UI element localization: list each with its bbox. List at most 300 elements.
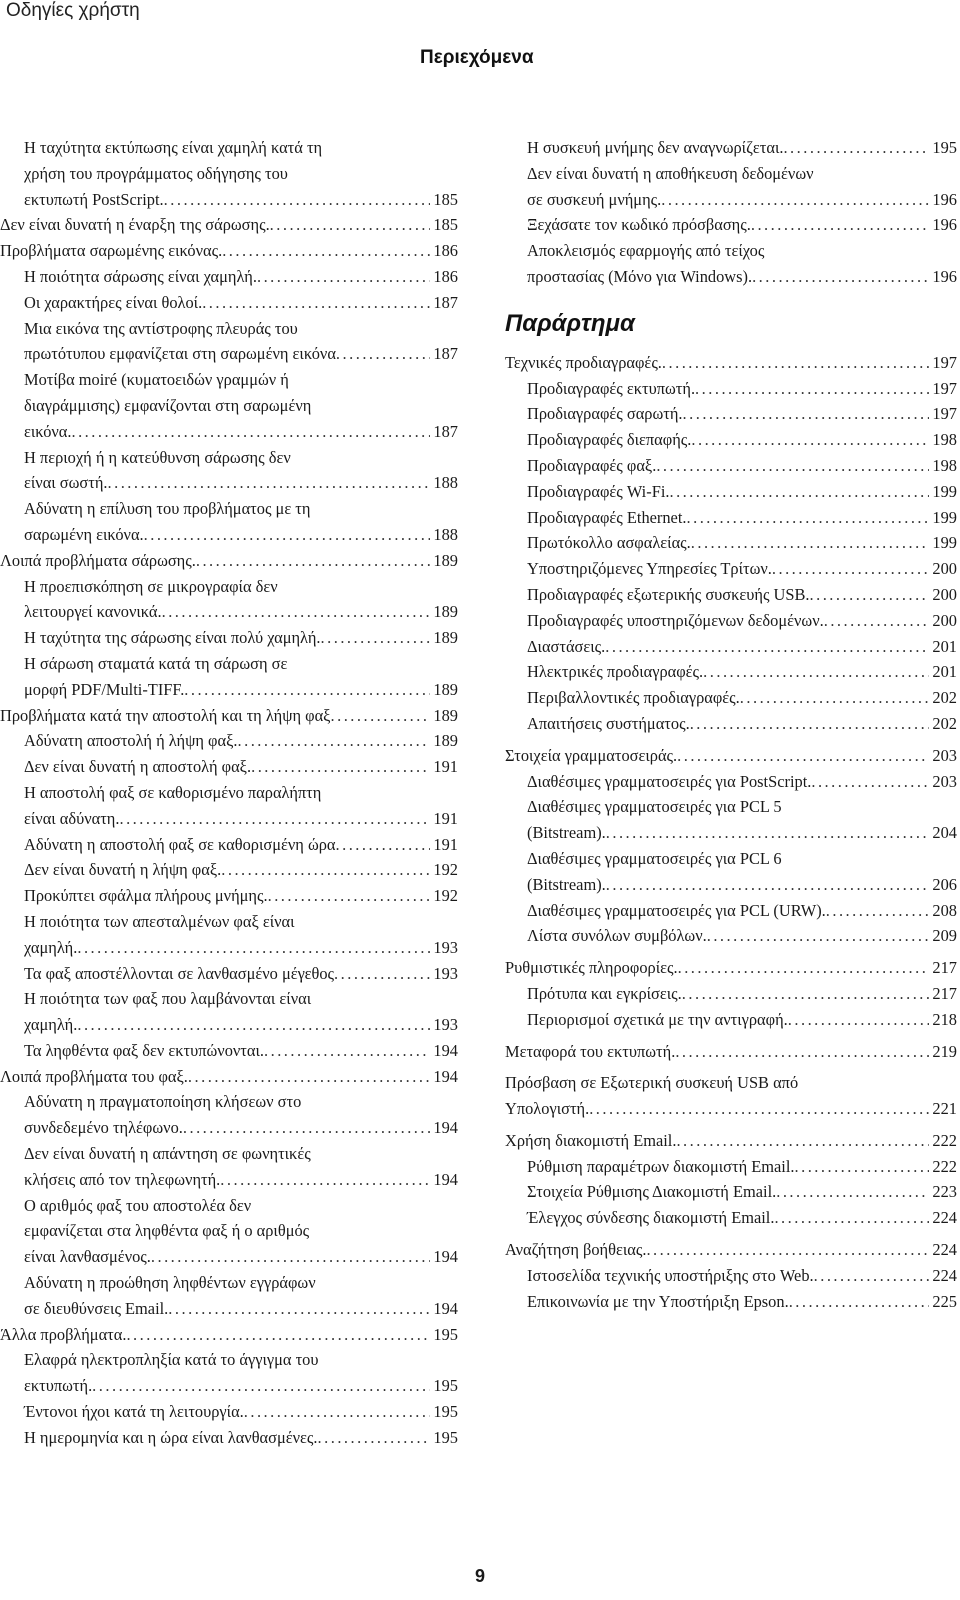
toc-page-number: 200	[932, 584, 957, 604]
dot-leader	[687, 505, 930, 531]
toc-entry[interactable]	[505, 427, 957, 453]
dot-leader	[788, 1007, 930, 1033]
toc-entry-text: Η ταχύτητα εκτύπωσης είναι χαμηλή κατά τη	[24, 138, 323, 157]
toc-page-number: 225	[932, 1291, 957, 1311]
toc-page-number: 208	[932, 900, 957, 920]
toc-entry[interactable]	[505, 743, 957, 769]
toc-entry[interactable]	[505, 505, 957, 531]
toc-entry[interactable]	[0, 238, 458, 264]
toc-page-number: 195	[433, 1402, 458, 1422]
dot-leader	[814, 1263, 930, 1289]
toc-entry-text: Ρυθμιστικές πληροφορίες.	[505, 958, 678, 978]
toc-page-number: 193	[433, 1015, 458, 1035]
toc-page-number: 194	[433, 1298, 458, 1318]
dot-leader	[656, 453, 929, 479]
toc-entry[interactable]	[505, 556, 957, 582]
toc-entry[interactable]	[505, 376, 957, 402]
toc-entry-last-line	[24, 883, 458, 909]
toc-entry-last-line	[527, 1007, 957, 1033]
toc-entry[interactable]	[505, 634, 957, 660]
toc-entry-text: Έλεγχος σύνδεσης διακομιστή Email.	[527, 1208, 775, 1228]
toc-entry[interactable]	[505, 659, 957, 685]
toc-entry[interactable]	[505, 453, 957, 479]
toc-entry[interactable]	[505, 238, 957, 290]
toc-entry-text: Δεν είναι δυνατή η λήψη φαξ.	[24, 860, 222, 880]
toc-entry[interactable]	[505, 401, 957, 427]
toc-entry-last-line	[527, 505, 957, 531]
toc-entry-text: Μεταφορά του εκτυπωτή.	[505, 1041, 676, 1061]
toc-entry[interactable]	[0, 961, 458, 987]
dot-leader	[77, 1012, 430, 1038]
toc-entry[interactable]	[0, 651, 458, 703]
dot-leader	[144, 522, 431, 548]
dot-leader	[92, 1373, 430, 1399]
toc-entry-last-line	[24, 1115, 458, 1141]
toc-entry[interactable]	[505, 135, 957, 161]
dot-leader	[695, 376, 929, 402]
toc-entry-text: Πρωτόκολλο ασφαλείας.	[527, 533, 691, 553]
toc-entry[interactable]	[505, 1179, 957, 1205]
toc-entry[interactable]	[0, 857, 458, 883]
toc-entry[interactable]	[505, 161, 957, 213]
toc-entry-last-line	[24, 832, 458, 858]
toc-entry[interactable]	[505, 1039, 957, 1065]
toc-page-number: 189	[433, 602, 458, 622]
toc-entry-last-line	[505, 1128, 957, 1154]
toc-entry[interactable]	[0, 264, 458, 290]
toc-entry-last-line	[527, 582, 957, 608]
toc-page-number: 189	[433, 628, 458, 648]
toc-entry-text: Τεχνικές προδιαγραφές.	[505, 352, 662, 372]
toc-entry[interactable]	[505, 685, 957, 711]
dot-leader	[251, 754, 430, 780]
toc-entry-last-line	[505, 1039, 957, 1065]
toc-page-number: 224	[932, 1208, 957, 1228]
toc-entry-text: Ηλεκτρικές προδιαγραφές.	[527, 662, 704, 682]
toc-entry-last-line	[24, 728, 458, 754]
toc-entry-last-line	[527, 685, 957, 711]
toc-entry[interactable]	[0, 135, 458, 212]
toc-page-number: 197	[932, 378, 957, 398]
toc-page-number: 219	[932, 1041, 957, 1061]
toc-page-number: 196	[932, 189, 957, 209]
toc-entry-last-line	[24, 754, 458, 780]
toc-entry-text: είναι σωστή.	[24, 473, 108, 493]
toc-page-number: 217	[932, 983, 957, 1003]
toc-entry-text: Περιορισμοί σχετικά με την αντιγραφή.	[527, 1009, 788, 1029]
toc-page-number: 218	[932, 1009, 957, 1029]
dot-leader	[151, 1244, 431, 1270]
toc-entry-last-line	[24, 470, 458, 496]
toc-entry-text: Η ποιότητα των απεσταλμένων φαξ είναι	[24, 911, 295, 931]
toc-page-number: 194	[433, 1247, 458, 1267]
toc-entry[interactable]	[0, 1270, 458, 1322]
toc-entry[interactable]	[505, 1007, 957, 1033]
toc-page-number: 224	[932, 1240, 957, 1260]
toc-entry[interactable]	[0, 1399, 458, 1425]
toc-entry-last-line	[24, 341, 458, 367]
dot-leader	[222, 238, 430, 264]
toc-entry-last-line	[527, 401, 957, 427]
toc-entry-last-line	[527, 264, 957, 290]
dot-leader	[331, 703, 431, 729]
toc-page-number: 200	[932, 610, 957, 630]
toc-entry[interactable]	[505, 1263, 957, 1289]
dot-leader	[690, 711, 930, 737]
toc-entry-text: Προδιαγραφές εκτυπωτή.	[527, 378, 696, 398]
toc-entry-text: Αδύνατη η προώθηση ληφθέντων εγγράφων	[24, 1273, 316, 1293]
toc-entry-last-line	[24, 522, 458, 548]
dot-leader	[238, 728, 431, 754]
toc-entry-text: σε διευθύνσεις Email.	[24, 1298, 169, 1318]
toc-entry-text: σαρωμένη εικόνα.	[24, 524, 144, 544]
toc-entry-last-line	[527, 530, 957, 556]
dot-leader	[789, 1289, 930, 1315]
toc-page-number: 209	[932, 926, 957, 946]
dot-leader	[334, 961, 430, 987]
toc-entry-text: Ιστοσελίδα τεχνικής υποστήριξης στο Web.	[527, 1265, 814, 1285]
toc-page-number: 189	[433, 731, 458, 751]
toc-entry-last-line	[527, 608, 957, 634]
toc-entry-text: Προδιαγραφές υποστηριζόμενων δεδομένων.	[527, 610, 824, 630]
dot-leader	[810, 582, 930, 608]
toc-entry[interactable]	[0, 625, 458, 651]
toc-entry-last-line	[505, 1237, 957, 1263]
toc-entry-last-line	[527, 1154, 957, 1180]
toc-entry[interactable]	[505, 955, 957, 981]
toc-entry-last-line	[505, 743, 957, 769]
toc-entry-text: Διαστάσεις.	[527, 636, 606, 656]
toc-entry[interactable]	[0, 1141, 458, 1193]
toc-entry-text: Η ημερομηνία και η ώρα είναι λανθασμένες.	[24, 1427, 318, 1447]
toc-entry-last-line	[0, 1064, 458, 1090]
dot-leader	[164, 187, 431, 213]
dot-leader	[776, 1179, 929, 1205]
toc-entry-last-line	[0, 703, 458, 729]
toc-entry-text: Έντονοι ήχοι κατά τη λειτουργία.	[24, 1402, 244, 1422]
toc-entry[interactable]	[505, 1237, 957, 1263]
toc-page-number: 198	[932, 455, 957, 475]
dot-leader	[676, 1128, 929, 1154]
toc-entry-text: Προβλήματα σαρωμένης εικόνας.	[0, 241, 223, 261]
toc-entry-text: Λίστα συνόλων συμβόλων.	[527, 926, 707, 946]
toc-entry-text: Η συσκευή μνήμης δεν αναγνωρίζεται.	[527, 138, 784, 157]
toc-entry-text: Προκύπτει σφάλμα πλήρους μνήμης.	[24, 886, 268, 906]
toc-entry[interactable]	[0, 574, 458, 626]
toc-entry[interactable]	[0, 1038, 458, 1064]
toc-entry-last-line	[527, 659, 957, 685]
toc-entry[interactable]	[505, 1154, 957, 1180]
toc-page-number: 202	[932, 688, 957, 708]
dot-leader	[162, 599, 431, 625]
toc-entry-text: διαγράμμισης) εμφανίζονται στη σαρωμένη	[24, 395, 312, 415]
toc-page-number: 185	[433, 215, 458, 235]
toc-entry[interactable]	[505, 981, 957, 1007]
toc-entry-last-line	[24, 1012, 458, 1038]
toc-page-number: 194	[433, 1066, 458, 1086]
toc-entry-text: είναι λανθασμένος.	[24, 1247, 151, 1267]
dot-leader	[677, 743, 929, 769]
toc-page-number: 192	[433, 860, 458, 880]
toc-entry-text: Επικοινωνία με την Υποστήριξη Epson.	[527, 1291, 789, 1311]
dot-leader	[605, 634, 929, 660]
toc-entry-text: Προδιαγραφές εξωτερικής συσκευής USB.	[527, 584, 810, 604]
toc-entry-text: Δεν είναι δυνατή η αποστολή φαξ.	[24, 757, 252, 777]
dot-leader	[740, 685, 930, 711]
toc-entry-text: Στοιχεία Ρύθμισης Διακομιστή Email.	[527, 1182, 777, 1202]
toc-entry-text: Η αποστολή φαξ σε καθορισμένο παραλήπτη	[24, 782, 322, 802]
toc-entry[interactable]	[0, 754, 458, 780]
toc-entry[interactable]	[0, 909, 458, 961]
toc-page-number: 217	[932, 958, 957, 978]
dot-leader	[119, 806, 430, 832]
toc-entry-text: Χρήση διακομιστή Email.	[505, 1130, 677, 1150]
toc-entry-text: Περιβαλλοντικές προδιαγραφές.	[527, 688, 740, 708]
toc-page-number: 189	[433, 679, 458, 699]
toc-entry[interactable]	[505, 1070, 957, 1122]
toc-page-number: 223	[932, 1182, 957, 1202]
toc-entry-last-line	[24, 625, 458, 651]
toc-entry-text: Ελαφρά ηλεκτροπληξία κατά το άγγιγμα του	[24, 1350, 319, 1370]
dot-leader	[606, 872, 930, 898]
toc-entry-text: Προδιαγραφές φαξ.	[527, 455, 657, 475]
toc-entry-text: πρωτότυπου εμφανίζεται στη σαρωμένη εικόνα	[24, 344, 336, 364]
toc-entry[interactable]	[0, 1064, 458, 1090]
toc-entry-text: συνδεδεμένο τηλέφωνο.	[24, 1118, 183, 1138]
toc-entry-text: Μια εικόνα της αντίστροφης πλευράς του	[24, 318, 298, 338]
dot-leader	[264, 1038, 430, 1064]
toc-page-number: 199	[932, 533, 957, 553]
dot-leader	[321, 625, 431, 651]
toc-entry[interactable]	[0, 212, 458, 238]
toc-entry[interactable]	[0, 703, 458, 729]
toc-entry[interactable]	[505, 898, 957, 924]
toc-entry-text: Λοιπά προβλήματα σάρωσης.	[0, 550, 196, 570]
toc-entry-last-line	[527, 1205, 957, 1231]
toc-right-bottom	[505, 350, 957, 1315]
toc-entry-last-line	[527, 453, 957, 479]
toc-entry[interactable]	[0, 1089, 458, 1141]
dot-leader	[751, 212, 930, 238]
toc-entry-last-line	[527, 711, 957, 737]
toc-entry[interactable]	[505, 479, 957, 505]
toc-entry-text: χαμηλή.	[24, 937, 78, 957]
toc-entry-text: Υποστηριζόμενες Υπηρεσίες Τρίτων.	[527, 559, 772, 579]
toc-entry-text: Ξεχάσατε τον κωδικό πρόσβασης.	[527, 215, 751, 235]
toc-entry-text: Η ποιότητα σάρωσης είναι χαμηλή.	[24, 266, 257, 286]
toc-entry-last-line	[24, 1425, 458, 1451]
toc-entry-text: Δεν είναι δυνατή η έναρξη της σάρωσης.	[0, 215, 270, 235]
toc-entry-last-line	[24, 857, 458, 883]
page-number: 9	[474, 1566, 485, 1586]
toc-entry[interactable]	[505, 1128, 957, 1154]
toc-entry[interactable]	[0, 316, 458, 368]
dot-leader	[826, 898, 930, 924]
toc-entry[interactable]	[0, 780, 458, 832]
dot-leader	[77, 935, 430, 961]
toc-entry-last-line	[24, 290, 458, 316]
toc-entry-text: Διαθέσιμες γραμματοσειρές για PostScript.	[527, 771, 812, 791]
toc-page-number: 201	[932, 636, 957, 656]
toc-entry[interactable]	[0, 832, 458, 858]
toc-entry[interactable]	[0, 548, 458, 574]
toc-entry[interactable]	[505, 846, 957, 898]
toc-entry[interactable]	[505, 608, 957, 634]
toc-entry[interactable]	[0, 1193, 458, 1270]
toc-entry-text: Αποκλεισμός εφαρμογής από τείχος	[527, 241, 765, 261]
toc-page-number: 188	[433, 524, 458, 544]
toc-entry-text: είναι αδύνατη.	[24, 808, 120, 828]
toc-page-number: 197	[932, 352, 957, 372]
toc-entry[interactable]	[0, 1347, 458, 1399]
toc-entry-last-line	[527, 872, 957, 898]
toc-entry[interactable]	[505, 1205, 957, 1231]
toc-entry-last-line	[24, 1038, 458, 1064]
toc-page-number: 199	[932, 507, 957, 527]
toc-entry[interactable]	[0, 1322, 458, 1348]
toc-entry-last-line	[24, 806, 458, 832]
toc-entry[interactable]	[505, 923, 957, 949]
toc-entry-last-line	[527, 479, 957, 505]
dot-leader	[71, 419, 430, 445]
toc-page-number: 185	[433, 189, 458, 209]
toc-page-number: 196	[932, 215, 957, 235]
toc-entry-text: Τα ληφθέντα φαξ δεν εκτυπώνονται.	[24, 1040, 264, 1060]
toc-entry[interactable]	[505, 350, 957, 376]
toc-page-number: 194	[433, 1040, 458, 1060]
dot-leader	[707, 923, 930, 949]
toc-page-number: 187	[433, 292, 458, 312]
toc-entry-last-line	[24, 419, 458, 445]
toc-entry-last-line	[24, 1296, 458, 1322]
dot-leader	[168, 1296, 430, 1322]
toc-entry-last-line	[505, 955, 957, 981]
toc-page-number: 192	[433, 886, 458, 906]
toc-entry-text: κλήσεις από τον τηλεφωνητή.	[24, 1169, 221, 1189]
toc-entry-text: Προδιαγραφές διεπαφής.	[527, 430, 692, 450]
toc-page-number: 222	[932, 1130, 957, 1150]
toc-entry-text: (Bitstream).	[527, 823, 606, 843]
toc-page-number: 195	[433, 1376, 458, 1396]
toc-entry[interactable]	[505, 212, 957, 238]
toc-page-number: 189	[433, 705, 458, 725]
toc-entry[interactable]	[505, 530, 957, 556]
dot-leader	[774, 1205, 929, 1231]
toc-entry-text: Διαθέσιμες γραμματοσειρές για PCL 5	[527, 797, 782, 817]
toc-entry-last-line	[527, 135, 957, 161]
dot-leader	[661, 187, 929, 213]
dot-leader	[589, 1096, 929, 1122]
toc-page-number: 199	[932, 481, 957, 501]
dot-leader	[683, 401, 930, 427]
toc-entry[interactable]	[0, 496, 458, 548]
toc-entry-last-line	[527, 820, 957, 846]
toc-entry[interactable]	[0, 883, 458, 909]
dot-leader	[678, 955, 930, 981]
dot-leader	[606, 820, 930, 846]
dot-leader	[662, 350, 930, 376]
section-title: Περιεχόμενα	[420, 47, 534, 68]
toc-entry-last-line	[24, 1167, 458, 1193]
dot-leader	[183, 1115, 431, 1141]
toc-entry-text: Ρύθμιση παραμέτρων διακομιστή Email.	[527, 1156, 795, 1176]
toc-entry[interactable]	[505, 711, 957, 737]
toc-entry-text: Μοτίβα moiré (κυματοειδών γραμμών ή	[24, 370, 289, 390]
toc-entry-text: Προδιαγραφές Wi-Fi.	[527, 481, 670, 501]
dot-leader	[126, 1322, 430, 1348]
toc-entry-last-line	[527, 923, 957, 949]
toc-entry-last-line	[527, 212, 957, 238]
toc-page-number: 221	[932, 1099, 957, 1119]
toc-entry-text: Η ταχύτητα της σάρωσης είναι πολύ χαμηλή.	[24, 628, 321, 648]
toc-entry[interactable]	[0, 367, 458, 444]
toc-page-number: 191	[433, 834, 458, 854]
toc-entry-text: Προβλήματα κατά την αποστολή και τη λήψη φαξ	[0, 705, 331, 725]
toc-entry[interactable]	[505, 1289, 957, 1315]
toc-right-column	[505, 135, 957, 1314]
dot-leader	[675, 1039, 929, 1065]
toc-entry-text: Αναζήτηση βοήθειας.	[505, 1240, 647, 1260]
toc-entry-last-line	[527, 981, 957, 1007]
dot-leader	[811, 769, 929, 795]
toc-page-number: 188	[433, 473, 458, 493]
toc-entry[interactable]	[505, 769, 957, 795]
toc-entry-text: Η ποιότητα των φαξ που λαμβάνονται είναι	[24, 989, 312, 1009]
toc-page-number: 195	[932, 138, 957, 157]
toc-entry-text: (Bitstream).	[527, 874, 606, 894]
toc-page-number: 222	[932, 1156, 957, 1176]
dot-leader	[221, 857, 430, 883]
toc-entry[interactable]	[0, 728, 458, 754]
toc-page-number: 187	[433, 344, 458, 364]
dot-leader	[772, 556, 930, 582]
toc-entry-text: σε συσκευή μνήμης.	[527, 189, 662, 209]
toc-entry-last-line	[527, 1263, 957, 1289]
toc-entry-text: Αδύνατη η επίλυση του προβλήματος με τη	[24, 499, 311, 519]
toc-page-number: 201	[932, 662, 957, 682]
toc-page-number: 203	[932, 771, 957, 791]
dot-leader	[196, 548, 431, 574]
toc-page-number: 187	[433, 421, 458, 441]
dot-leader	[669, 479, 929, 505]
toc-page-number: 197	[932, 404, 957, 424]
toc-entry[interactable]	[0, 290, 458, 316]
toc-page-number: 204	[932, 823, 957, 843]
dot-leader	[783, 135, 929, 161]
toc-entry[interactable]	[0, 1425, 458, 1451]
toc-entry-last-line	[527, 187, 957, 213]
toc-entry-last-line	[527, 376, 957, 402]
toc-entry-text: Η περιοχή ή η κατεύθυνση σάρωσης δεν	[24, 447, 291, 467]
toc-entry-text: εκτυπωτή.	[24, 1376, 93, 1396]
toc-right-top	[505, 135, 957, 290]
dot-leader	[268, 883, 431, 909]
toc-entry-text: Δεν είναι δυνατή η απάντηση σε φωνητικές	[24, 1144, 311, 1164]
toc-page-number: 186	[433, 241, 458, 261]
toc-entry[interactable]	[505, 582, 957, 608]
toc-entry[interactable]	[0, 445, 458, 497]
dot-leader	[244, 1399, 431, 1425]
dot-leader	[257, 264, 430, 290]
toc-entry[interactable]	[0, 986, 458, 1038]
toc-entry-text: Η προεπισκόπηση σε μικρογραφία δεν	[24, 576, 278, 596]
toc-page-number: 194	[433, 1118, 458, 1138]
toc-page-number: 206	[932, 874, 957, 894]
toc-entry-last-line	[24, 935, 458, 961]
toc-entry[interactable]	[505, 794, 957, 846]
dot-leader	[202, 290, 430, 316]
toc-entry-last-line	[0, 1322, 458, 1348]
